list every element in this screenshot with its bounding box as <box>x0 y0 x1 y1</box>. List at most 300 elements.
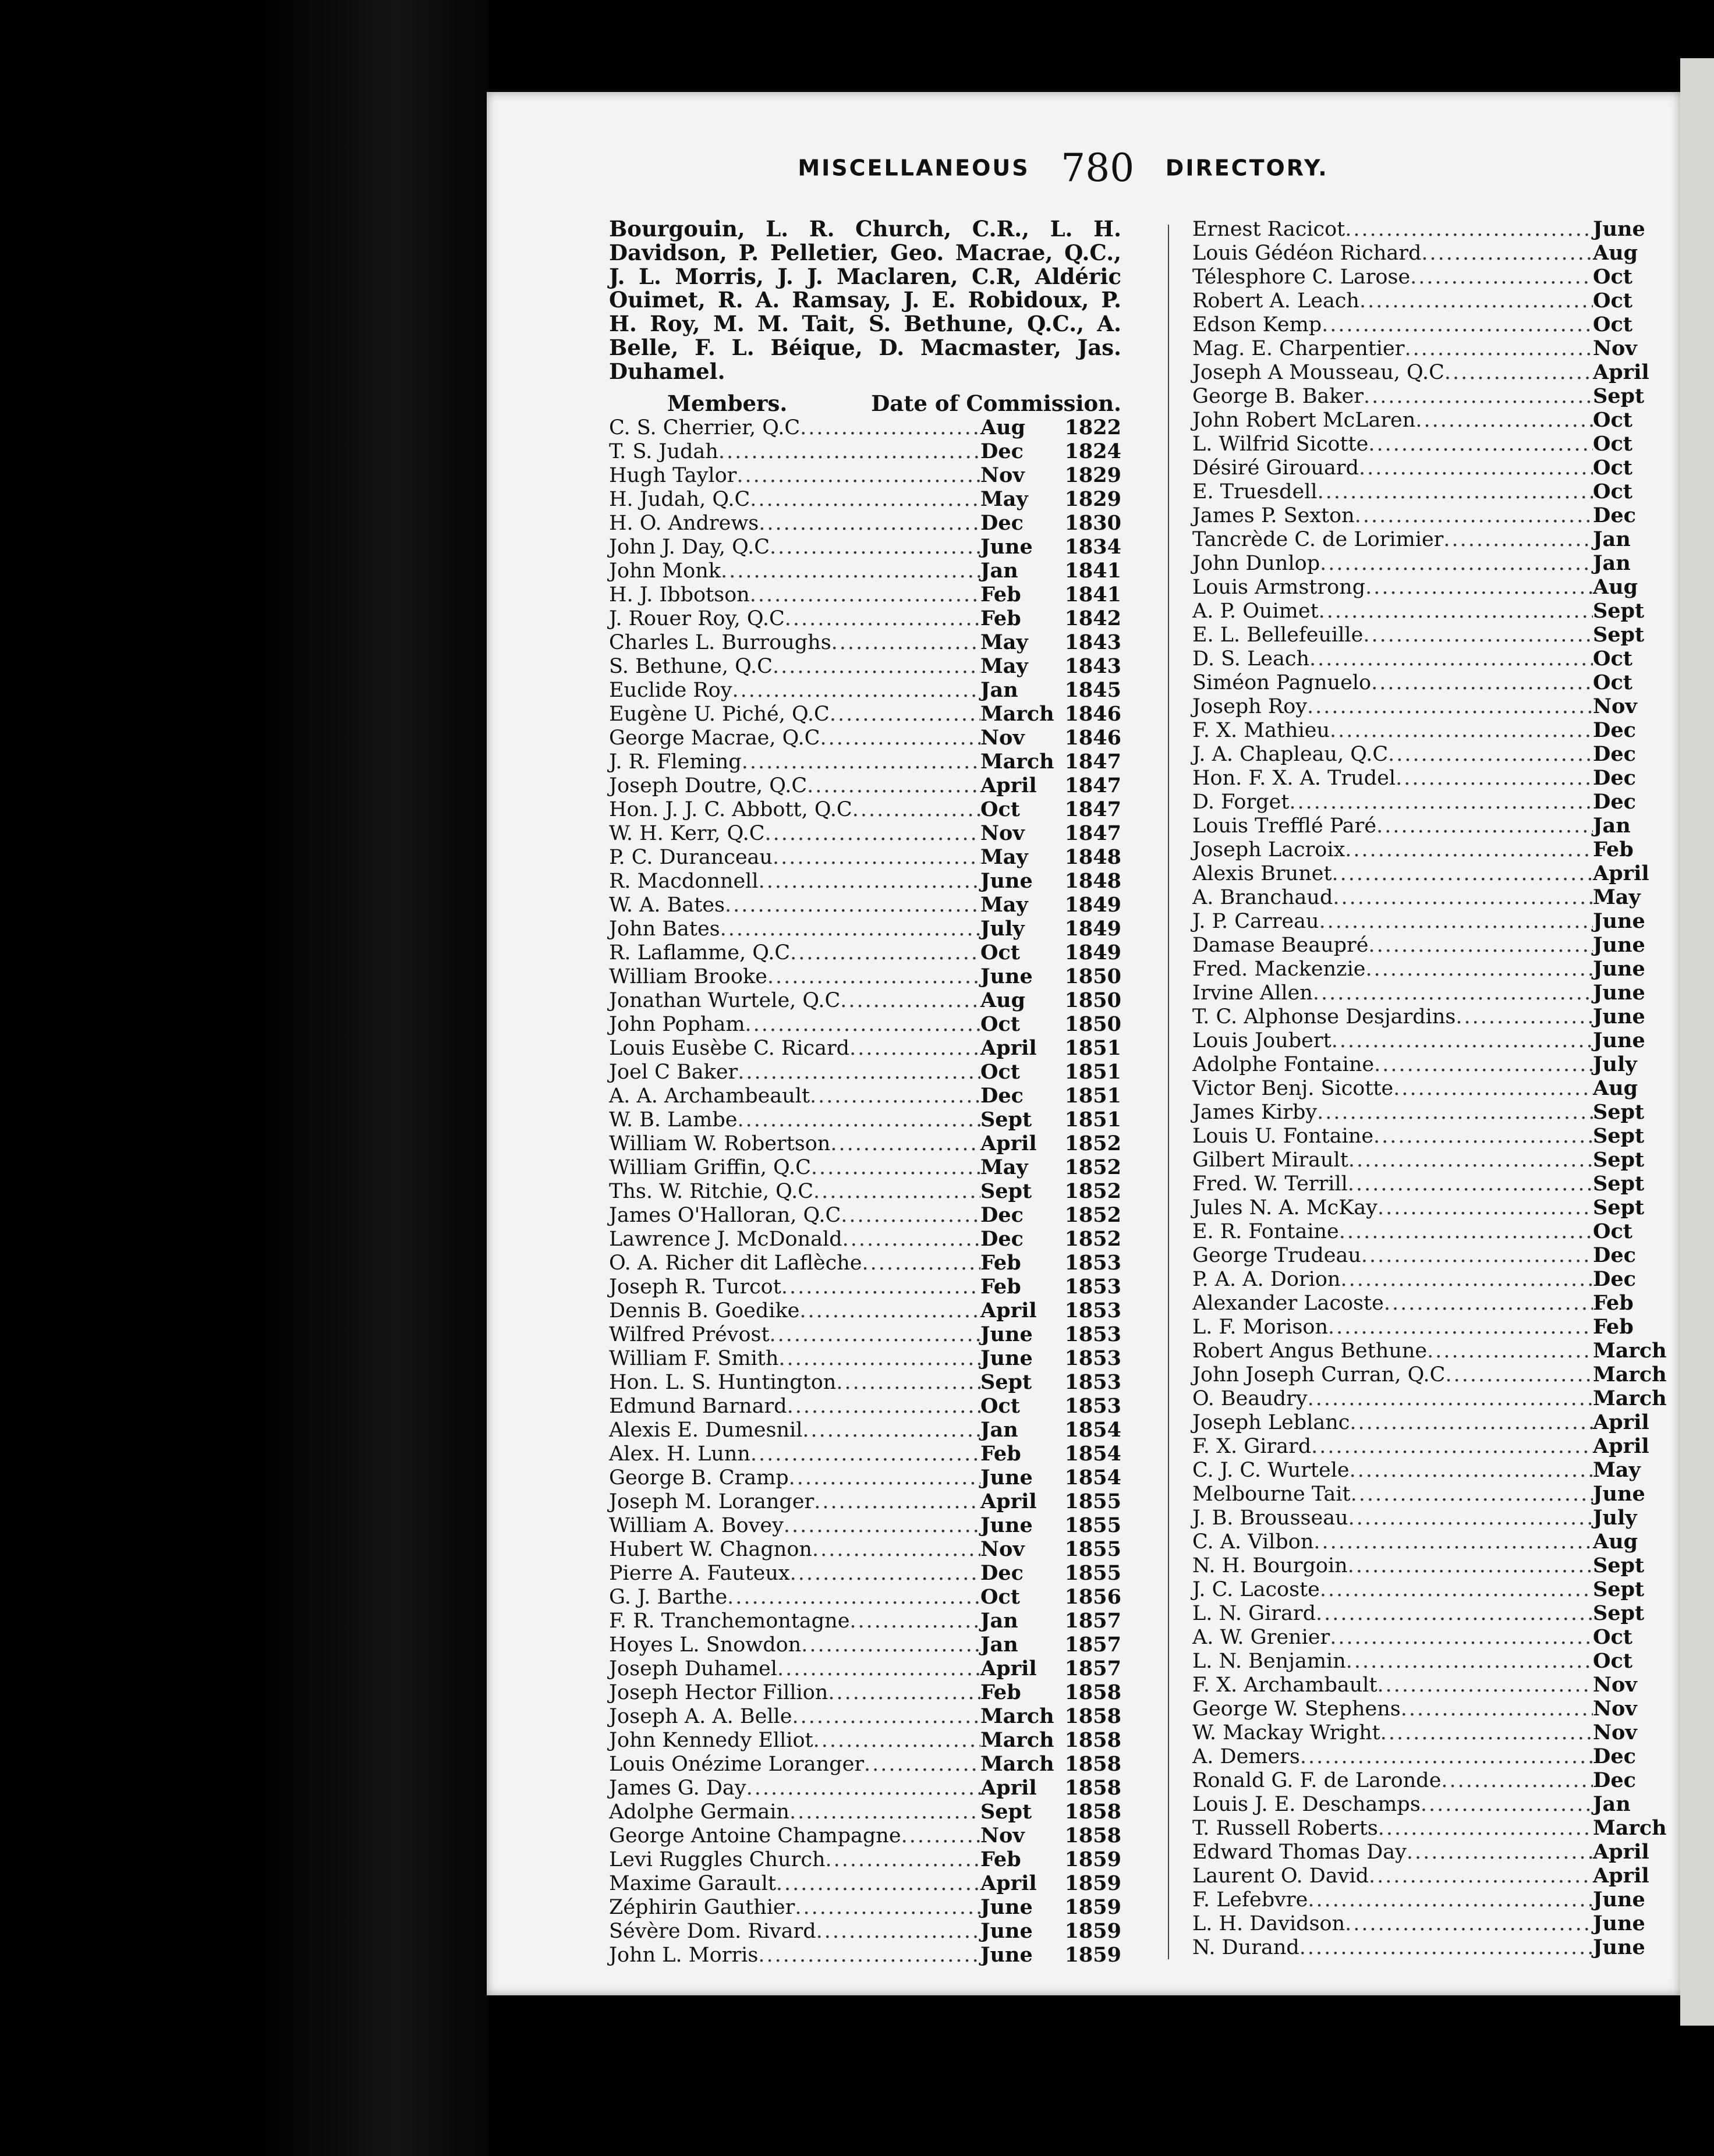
commission-year: 1851 <box>1064 1059 1121 1084</box>
member-entry <box>1192 1864 1658 1888</box>
dot-leader <box>1348 1148 1593 1172</box>
member-entry <box>609 1919 1121 1943</box>
member-name: Joseph Hector Fillion <box>609 1680 828 1704</box>
member-name: William Brooke <box>609 964 767 988</box>
dot-leader <box>1319 910 1593 934</box>
dot-leader <box>1333 886 1593 910</box>
member-entry <box>1192 527 1658 551</box>
member-name: Victor Benj. Sicotte <box>1192 1077 1394 1100</box>
member-name: Sévère Dom. Rivard <box>609 1919 816 1943</box>
commission-year: 1851 <box>1064 1036 1121 1060</box>
member-entry <box>1192 981 1658 1005</box>
dot-leader <box>738 1108 981 1132</box>
member-name: R. Laflamme, Q.C <box>609 941 791 964</box>
commission-month: Oct <box>1593 408 1632 432</box>
member-name: W. Mackay Wright <box>1192 1721 1380 1744</box>
dot-leader <box>1441 1769 1593 1793</box>
commission-month: March <box>1593 1339 1667 1363</box>
commission-year: 1841 <box>1064 558 1121 583</box>
member-name: William Griffin, Q.C <box>609 1155 811 1179</box>
member-entry <box>609 1132 1121 1155</box>
member-entry <box>1192 1005 1658 1029</box>
commission-month: Feb <box>980 606 1021 630</box>
member-name: Hoyes L. Snowdon <box>609 1633 802 1657</box>
dot-leader <box>864 1753 980 1776</box>
commission-month: March <box>980 1728 1054 1752</box>
dot-leader <box>840 989 980 1013</box>
member-name: Edward Thomas Day <box>1192 1841 1407 1864</box>
member-name: J. Rouer Roy, Q.C <box>609 607 785 630</box>
member-entry <box>1192 551 1658 575</box>
dot-leader <box>1289 790 1593 814</box>
member-name: Désiré Girouard <box>1192 456 1359 480</box>
dot-leader <box>1410 265 1593 289</box>
member-entry <box>1192 1148 1658 1172</box>
commission-month: June <box>1593 957 1645 981</box>
dot-leader <box>1317 1101 1593 1125</box>
page-number: 780 <box>1061 146 1135 190</box>
member-entry <box>609 1108 1121 1132</box>
dot-leader <box>792 1705 980 1729</box>
commission-year: 1854 <box>1064 1417 1121 1442</box>
member-name: Robert Angus Bethune <box>1192 1339 1428 1363</box>
member-name: Hon. F. X. A. Trudel <box>1192 767 1396 790</box>
member-name: Louis Onézime Loranger <box>609 1752 865 1776</box>
member-name: Louis U. Fontaine <box>1192 1125 1374 1148</box>
member-entry <box>1192 1219 1658 1243</box>
member-name: Fred. W. Terrill <box>1192 1172 1348 1196</box>
member-name: E. L. Bellefeuille <box>1192 623 1364 647</box>
member-name: Joseph M. Loranger <box>609 1490 814 1513</box>
commission-month: April <box>980 1489 1037 1513</box>
dot-leader <box>849 1609 980 1633</box>
commission-month: June <box>980 534 1033 559</box>
member-entry <box>1192 384 1658 408</box>
dot-leader <box>1380 1721 1593 1745</box>
dot-leader <box>777 1657 980 1681</box>
commission-month: Oct <box>1593 671 1632 694</box>
member-name: J. A. Chapleau, Q.C <box>1192 743 1389 766</box>
member-name: John Monk <box>609 559 721 583</box>
commission-month: June <box>1593 933 1645 957</box>
member-entry <box>1192 1554 1658 1577</box>
commission-year: 1843 <box>1064 630 1121 654</box>
dot-leader <box>720 917 980 941</box>
member-entry <box>609 774 1121 797</box>
commission-month: Sept <box>980 1370 1032 1394</box>
commission-month: Aug <box>1593 1076 1638 1100</box>
commission-year: 1829 <box>1064 487 1121 511</box>
dot-leader <box>795 1896 980 1920</box>
commission-year: 1856 <box>1064 1584 1121 1609</box>
dot-leader <box>842 1228 980 1251</box>
commission-month: March <box>1593 1363 1667 1386</box>
commission-month: April <box>980 773 1037 797</box>
commission-year: 1841 <box>1064 582 1121 607</box>
commission-month: Aug <box>980 415 1026 439</box>
member-entry <box>1192 265 1658 289</box>
dot-leader <box>1316 1602 1593 1626</box>
member-entry <box>609 1442 1121 1466</box>
dot-leader <box>1339 1220 1593 1244</box>
member-name: Eugène U. Piché, Q.C <box>609 702 830 726</box>
member-entry <box>1192 1267 1658 1291</box>
commission-month: Aug <box>1593 1530 1638 1554</box>
member-entry <box>1192 885 1658 909</box>
member-entry <box>609 1776 1121 1800</box>
dot-leader <box>765 822 980 846</box>
commission-month: Dec <box>1593 1243 1636 1267</box>
dot-leader <box>789 1466 980 1490</box>
member-entry <box>609 702 1121 726</box>
commission-month: June <box>980 1465 1033 1490</box>
member-name: Télesphore C. Larose <box>1192 265 1411 289</box>
member-entry <box>1192 241 1658 265</box>
commission-month: March <box>980 749 1054 774</box>
dot-leader <box>1376 814 1593 838</box>
commission-month: Sept <box>980 1179 1032 1203</box>
member-name: Charles L. Burroughs <box>609 630 831 654</box>
member-name: F. X. Archambault <box>1192 1673 1377 1697</box>
member-entry <box>609 1871 1121 1895</box>
member-entry <box>609 1800 1121 1824</box>
dot-leader <box>781 1275 980 1299</box>
member-name: Fred. Mackenzie <box>1192 958 1366 981</box>
member-entry <box>609 869 1121 893</box>
member-name: Ernest Racicot <box>1192 218 1345 241</box>
dot-leader <box>1371 671 1593 695</box>
member-name: George B. Baker <box>1192 385 1364 408</box>
member-name: R. Macdonnell <box>609 869 759 893</box>
commission-month: April <box>1593 1864 1649 1888</box>
member-name: John J. Day, Q.C <box>609 535 770 559</box>
dot-leader <box>784 1514 980 1538</box>
member-name: A. Demers <box>1192 1745 1300 1768</box>
commission-month: Dec <box>1593 766 1636 790</box>
right-column <box>1192 217 1667 1959</box>
dot-leader <box>1340 1268 1593 1292</box>
dot-leader <box>1401 1697 1593 1721</box>
commission-month: June <box>980 1895 1033 1919</box>
commission-year: 1852 <box>1064 1131 1121 1155</box>
member-entry <box>1192 575 1658 599</box>
member-name: S. Bethune, Q.C <box>609 654 773 678</box>
commission-month: Feb <box>980 582 1021 607</box>
member-name: Edmund Barnard <box>609 1394 787 1418</box>
dot-leader <box>831 631 980 655</box>
dot-leader <box>825 1848 980 1872</box>
commission-month: June <box>1593 1935 1645 1959</box>
member-name: Joseph A Mousseau, Q.C <box>1192 361 1444 384</box>
dot-leader <box>828 1681 980 1705</box>
dot-leader <box>1311 1435 1593 1459</box>
dot-leader <box>1299 1936 1593 1960</box>
member-entry <box>609 439 1121 463</box>
dot-leader <box>820 726 980 750</box>
member-entry <box>1192 1124 1658 1148</box>
member-name: N. H. Bourgoin <box>1192 1554 1348 1577</box>
commission-month: Sept <box>1593 1172 1645 1196</box>
commission-month: Sept <box>1593 1577 1645 1601</box>
commission-month: Dec <box>1593 503 1636 527</box>
dot-leader <box>758 1944 980 1967</box>
commission-month: March <box>1593 1386 1667 1410</box>
dot-leader <box>1445 1363 1593 1387</box>
member-entry <box>1192 480 1658 503</box>
member-name: Joseph Lacroix <box>1192 838 1345 861</box>
dot-leader <box>750 583 980 607</box>
member-name: Maxime Garault <box>609 1871 776 1895</box>
member-name: William W. Robertson <box>609 1132 831 1155</box>
member-name: J. P. Carreau <box>1192 910 1319 933</box>
dot-leader <box>807 774 980 798</box>
commission-month: Oct <box>980 1012 1020 1036</box>
dot-leader <box>750 1442 980 1466</box>
commission-year: 1854 <box>1064 1441 1121 1466</box>
commission-month: Nov <box>1593 1721 1637 1744</box>
member-name: F. X. Girard <box>1192 1435 1312 1458</box>
dot-leader <box>1421 1793 1593 1817</box>
commission-year: 1843 <box>1064 654 1121 678</box>
commission-month: Oct <box>1593 647 1632 671</box>
commission-year: 1842 <box>1064 606 1121 630</box>
commission-year: 1853 <box>1064 1370 1121 1394</box>
member-entry <box>1192 1363 1667 1386</box>
commission-month: Oct <box>1593 265 1632 289</box>
commission-month: Dec <box>980 510 1024 535</box>
member-name: H. O. Andrews <box>609 511 759 535</box>
member-entry <box>609 1394 1121 1418</box>
member-name: H. Judah, Q.C <box>609 487 750 511</box>
member-entry <box>1192 1482 1658 1506</box>
dot-leader <box>1368 432 1593 456</box>
member-name: J. R. Fleming <box>609 750 742 774</box>
commission-month: Oct <box>1593 456 1632 480</box>
commission-month: Nov <box>980 821 1025 845</box>
dot-leader <box>1300 1745 1593 1769</box>
member-entry <box>1192 1076 1658 1100</box>
member-entry <box>609 1657 1121 1680</box>
member-entry <box>1192 336 1658 360</box>
commission-month: June <box>980 1513 1033 1537</box>
member-name: James O'Halloran, Q.C <box>609 1203 841 1227</box>
member-name: D. Forget <box>1192 790 1290 814</box>
dot-leader <box>1346 1650 1593 1673</box>
commission-month: Jan <box>1593 527 1631 551</box>
dot-leader <box>736 464 980 488</box>
member-entry <box>609 1322 1121 1346</box>
commission-month: Oct <box>1593 480 1632 503</box>
member-entry <box>609 988 1121 1012</box>
commission-month: May <box>980 1155 1028 1179</box>
commission-month: March <box>980 701 1054 726</box>
commission-month: Oct <box>1593 1219 1632 1243</box>
dot-leader <box>1365 576 1593 600</box>
dot-leader <box>759 870 980 893</box>
member-name: Hon. J. J. C. Abbott, Q.C <box>609 797 852 821</box>
commission-year: 1853 <box>1064 1250 1121 1275</box>
dot-leader <box>1348 1506 1593 1530</box>
member-entry <box>609 630 1121 654</box>
member-name: A. A. Archambeault <box>609 1084 810 1108</box>
dot-leader <box>810 1084 980 1108</box>
commission-month: April <box>980 1131 1037 1155</box>
member-name: Joel C Baker <box>609 1060 738 1084</box>
commission-month: Jan <box>980 1608 1018 1633</box>
dot-leader <box>759 512 980 536</box>
member-entry <box>609 1943 1121 1967</box>
member-entry <box>1192 503 1658 527</box>
commission-year: 1846 <box>1064 701 1121 726</box>
commission-month: Feb <box>1593 1291 1634 1315</box>
dot-leader <box>1359 289 1593 313</box>
member-entry <box>1192 1673 1658 1697</box>
commission-month: Sept <box>1593 599 1645 623</box>
member-entry <box>609 1466 1121 1490</box>
member-entry <box>609 1179 1121 1203</box>
dot-leader <box>1331 1029 1593 1053</box>
member-entry <box>1192 1100 1658 1124</box>
commission-year: 1858 <box>1064 1823 1121 1848</box>
commission-year: 1853 <box>1064 1393 1121 1418</box>
member-entry <box>609 1060 1121 1084</box>
dot-leader <box>1320 1578 1593 1602</box>
dot-leader <box>1350 1459 1593 1483</box>
member-name: N. Durand <box>1192 1936 1299 1959</box>
member-name: Alexander Lacoste <box>1192 1292 1384 1315</box>
member-name: Joseph Duhamel <box>609 1657 777 1680</box>
commission-month: July <box>1593 1052 1637 1076</box>
commission-month: Jan <box>980 1417 1018 1442</box>
member-entry <box>609 1704 1121 1728</box>
dot-leader <box>862 1251 981 1275</box>
dot-leader <box>785 607 980 631</box>
commission-month: Nov <box>1593 694 1637 718</box>
commission-month: Sept <box>1593 1196 1645 1219</box>
commission-month: Dec <box>1593 1768 1636 1792</box>
council-names-paragraph: Bourgouin, L. R. Church, C.R., L. H. Davidson, P. Pelletier, Geo. Macrae, Q.C., J. L. Morris, J. J. Maclaren, C.R, Aldéric Ouimet, R. A. Ramsay, J. E. Robidoux, P. H. Roy, M. M. Tait, S. Bethune, Q.C., A. Belle, F. L. Béique, D. Macmaster, Jas. Duhamel. <box>609 216 1121 384</box>
commission-year: 1855 <box>1064 1561 1121 1585</box>
commission-month: Nov <box>980 463 1025 487</box>
member-name: George W. Stephens <box>1192 1697 1401 1721</box>
commission-year: 1849 <box>1064 916 1121 941</box>
member-name: C. A. Vilbon <box>1192 1530 1314 1554</box>
commission-year: 1824 <box>1064 439 1121 463</box>
member-entry <box>609 583 1121 607</box>
dot-leader <box>1313 1530 1593 1554</box>
dot-leader <box>1320 552 1593 576</box>
commission-month: April <box>980 1656 1037 1680</box>
dot-leader <box>1313 981 1593 1005</box>
member-name: L. H. Davidson <box>1192 1912 1345 1935</box>
commission-year: 1852 <box>1064 1226 1121 1251</box>
member-entry <box>609 893 1121 917</box>
next-page-edge <box>1680 58 1714 2026</box>
commission-month: June <box>1593 1912 1645 1935</box>
member-entry <box>609 1012 1121 1036</box>
dot-leader <box>1368 934 1593 958</box>
commission-month: Nov <box>980 1823 1025 1848</box>
member-name: A. W. Grenier <box>1192 1626 1330 1649</box>
member-entry <box>609 1609 1121 1633</box>
commission-month: Sept <box>1593 1124 1645 1148</box>
commission-month: April <box>980 1775 1037 1800</box>
member-entry <box>1192 1935 1658 1959</box>
member-entry <box>609 797 1121 821</box>
dot-leader <box>1309 647 1593 671</box>
member-entry <box>609 535 1121 559</box>
member-name: Gilbert Mirault <box>1192 1148 1348 1172</box>
commission-year: 1845 <box>1064 678 1121 702</box>
member-name: P. A. A. Dorion <box>1192 1268 1341 1291</box>
member-entry <box>609 964 1121 988</box>
commission-year: 1852 <box>1064 1155 1121 1179</box>
member-name: George Trudeau <box>1192 1244 1361 1267</box>
member-name: George B. Cramp <box>609 1466 789 1490</box>
commission-year: 1855 <box>1064 1513 1121 1537</box>
member-name: Louis J. E. Deschamps <box>1192 1793 1421 1816</box>
dot-leader <box>830 703 980 726</box>
member-entry <box>609 1585 1121 1609</box>
commission-month: April <box>1593 1410 1649 1434</box>
commission-month: June <box>980 868 1033 893</box>
commission-month: Sept <box>1593 623 1645 647</box>
member-name: T. Russell Roberts <box>1192 1817 1378 1840</box>
dot-leader <box>773 655 980 679</box>
member-name: Hubert W. Chagnon <box>609 1537 812 1561</box>
commission-year: 1853 <box>1064 1298 1121 1322</box>
member-name: Lawrence J. McDonald <box>609 1227 842 1251</box>
member-entry <box>609 1561 1121 1585</box>
member-entry <box>609 1370 1121 1394</box>
dot-leader <box>1319 600 1593 623</box>
member-entry <box>609 726 1121 750</box>
member-name: Wilfred Prévost <box>609 1322 770 1346</box>
commission-year: 1852 <box>1064 1203 1121 1227</box>
commission-month: June <box>1593 1005 1645 1029</box>
dot-leader <box>1322 313 1593 337</box>
member-name: L. Wilfrid Sicotte <box>1192 432 1369 456</box>
commission-month: Jan <box>1593 551 1631 575</box>
member-entry <box>609 1752 1121 1776</box>
commission-year: 1858 <box>1064 1799 1121 1824</box>
commission-year: 1857 <box>1064 1632 1121 1657</box>
commission-year: 1851 <box>1064 1083 1121 1108</box>
member-entry <box>1192 742 1658 766</box>
commission-year: 1850 <box>1064 988 1121 1012</box>
commission-year: 1855 <box>1064 1537 1121 1561</box>
commission-year: 1850 <box>1064 1012 1121 1036</box>
member-entry <box>1192 1625 1658 1649</box>
member-name: W. B. Lambe <box>609 1108 738 1132</box>
commission-month: Aug <box>980 988 1026 1012</box>
commission-month: Sept <box>980 1799 1032 1824</box>
dot-leader <box>1359 456 1593 480</box>
dot-leader <box>814 1490 980 1514</box>
member-name: T. S. Judah <box>609 439 718 463</box>
member-entry <box>1192 456 1658 480</box>
commission-month: Dec <box>1593 1267 1636 1291</box>
member-entry <box>609 1728 1121 1752</box>
commission-month: Dec <box>980 1203 1024 1227</box>
member-name: Mag. E. Charpentier <box>1192 337 1405 360</box>
member-name: Louis Armstrong <box>1192 576 1366 599</box>
member-entry <box>1192 1243 1658 1267</box>
commission-month: Jan <box>980 558 1018 583</box>
member-entry <box>1192 1339 1667 1363</box>
dot-leader <box>799 1299 980 1323</box>
dot-leader <box>1363 623 1593 647</box>
